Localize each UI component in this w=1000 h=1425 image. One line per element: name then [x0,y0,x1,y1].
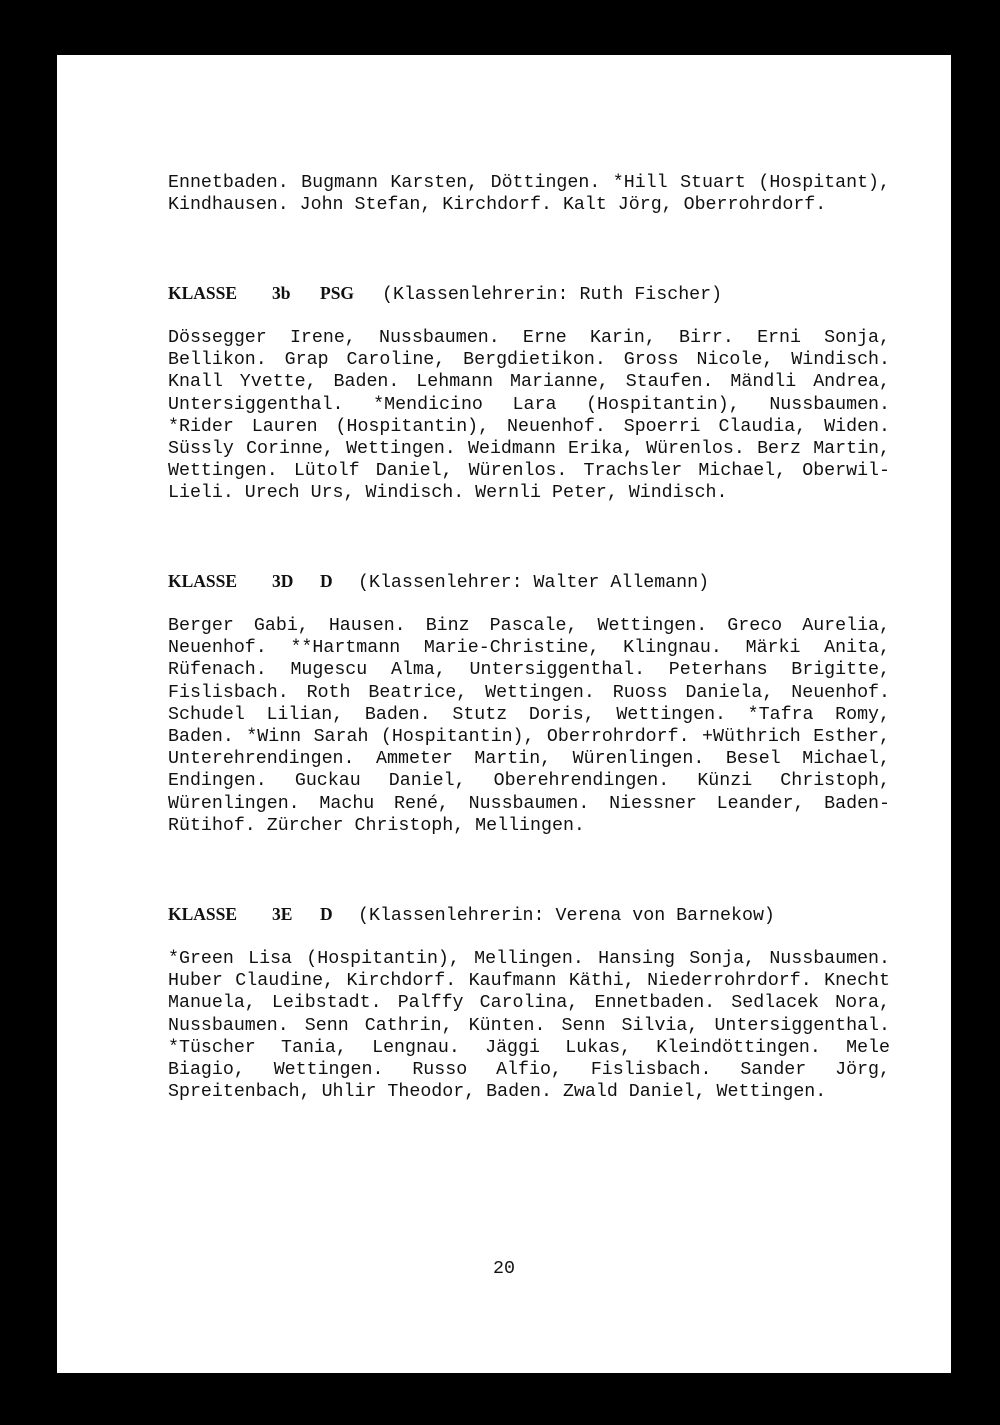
section-class-code: 3D [272,571,294,591]
section-keyword: KLASSE [168,283,238,303]
section-class-code: 3b [272,283,291,303]
document-page [57,55,951,1373]
section-students-3b: Dössegger Irene, Nussbaumen. Erne Karin, Birr. Erni Sonja, Bellikon. Grap Caroline, Bergdietikon. Gross Nicole, Windisch. Knall Yvette, Baden. Lehmann Marianne, Staufen. Mändli Andrea, Untersiggenthal. *Mendicino Lara (Hospitantin), Nussbaumen. *Rider Lauren (Hospitantin), Neuenhof. Spoerri Claudia, Widen. Süssly Corinne, Wettingen. Weidmann Erika, Würenlos. Berz Martin, Wettingen. Lütolf Daniel, Würenlos. Trachsler Michael, Oberwil-Lieli. Urech Urs, Windisch. Wernli Peter, Windisch. [168,328,890,504]
intro-paragraph: Ennetbaden. Bugmann Karsten, Döttingen. *Hill Stuart (Hospitant), Kindhausen. John Stefan, Kirchdorf. Kalt Jörg, Oberrohrdorf. [168,173,890,216]
section-heading-3b [168,282,890,306]
section-class-type: D [320,571,333,591]
section-heading-3D [168,570,890,594]
section-teacher: (Klassenlehrer: Walter Allemann) [358,573,710,593]
section-keyword: KLASSE [168,571,238,591]
section-teacher: (Klassenlehrerin: Verena von Barnekow) [358,906,775,926]
section-class-type: PSG [320,283,355,303]
section-class-code: 3E [272,904,293,924]
page-number: 20 [493,1259,515,1279]
section-teacher: (Klassenlehrerin: Ruth Fischer) [382,285,723,305]
section-students-3E: *Green Lisa (Hospitantin), Mellingen. Hansing Sonja, Nussbaumen. Huber Claudine, Kirchdorf. Kaufmann Käthi, Niederrohrdorf. Knecht Manuela, Leibstadt. Palffy Carolina, Ennetbaden. Sedlacek Nora, Nussbaumen. Senn Cathrin, Künten. Senn Silvia, Untersiggenthal. *Tüscher Tania, Lengnau. Jäggi Lukas, Kleindöttingen. Mele Biagio, Wettingen. Russo Alfio, Fislisbach. Sander Jörg, Spreitenbach, Uhlir Theodor, Baden. Zwald Daniel, Wettingen. [168,949,890,1103]
section-keyword: KLASSE [168,904,238,924]
section-class-type: D [320,904,333,924]
section-students-3D: Berger Gabi, Hausen. Binz Pascale, Wettingen. Greco Aurelia, Neuenhof. **Hartmann Marie-Christine, Klingnau. Märki Anita, Rüfenach. Mugescu Alma, Untersiggenthal. Peterhans Brigitte, Fislisbach. Roth Beatrice, Wettingen. Ruoss Daniela, Neuenhof. Schudel Lilian, Baden. Stutz Doris, Wettingen. *Tafra Romy, Baden. *Winn Sarah (Hospitantin), Oberrohrdorf. +Wüthrich Esther, Unterehrendingen. Ammeter Martin, Würenlingen. Besel Michael, Endingen. Guckau Daniel, Oberehrendingen. Künzi Christoph, Würenlingen. Machu René, Nussbaumen. Niessner Leander, Baden-Rütihof. Zürcher Christoph, Mellingen. [168,616,890,836]
section-heading-3E [168,903,890,927]
